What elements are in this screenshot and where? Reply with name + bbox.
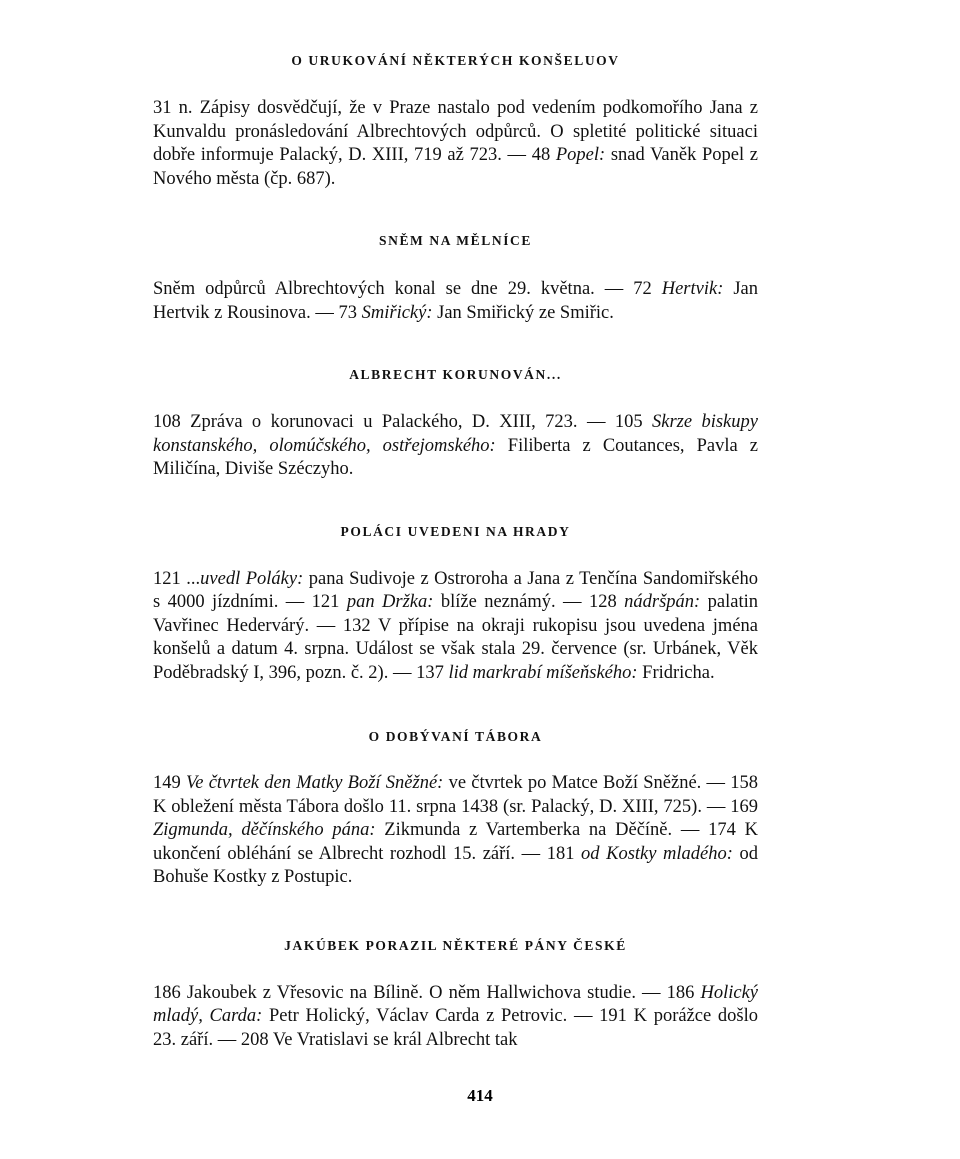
text-run: Petr Holický, Václav Carda z Petrovic. — 191 K porážce došlo 23. září. — 208 Ve Vratislavi se král Albrecht tak xyxy=(153,1006,758,1050)
italic-lemma: Ve čtvrtek den Matky Boží Sněžné: xyxy=(186,773,444,793)
text-run: 186 Jakoubek z Vřesovic na Bílině. O něm Hallwichova studie. — 186 xyxy=(153,982,701,1003)
italic-lemma: lid markrabí míšeňského: xyxy=(448,662,638,683)
section-tabor xyxy=(153,728,758,890)
page-body xyxy=(153,52,758,1052)
text-run: blíže neznámý. — 128 xyxy=(433,592,625,612)
section-text xyxy=(153,278,758,325)
italic-lemma: Skrze biskupy konstanského, olomúčského, ostřejomského: xyxy=(153,412,758,456)
text-run: snad Vaněk Popel z Nového města (čp. 687). xyxy=(153,145,758,189)
italic-lemma: Hertvik: xyxy=(661,279,724,299)
text-run: Jan Hertvik z Rousinova. — 73 xyxy=(153,279,758,323)
section-text xyxy=(153,97,758,191)
text-run: od Bohuše Kostky z Postupic. xyxy=(153,843,758,887)
page-number: 414 xyxy=(467,1086,493,1105)
text-run: palatin Vavřinec Hedervárý. — 132 V přípise na okraji rukopisu jsou uvedena jména konšelů a datum 4. srpna. Událost se však stala 29. července (sr. Urbánek, Věk Poděbradský I, 396, pozn. č. 2). — 137 xyxy=(153,592,758,683)
text-run: 149 xyxy=(153,773,186,793)
italic-lemma: Holický mladý, Carda: xyxy=(153,982,758,1026)
section-heading: ALBRECHT KORUNOVÁN... xyxy=(349,367,562,382)
section-snem xyxy=(153,232,758,325)
text-run: 108 Zpráva o korunovaci u Palackého, D. XIII, 723. — 105 xyxy=(153,412,652,432)
section-polaci xyxy=(153,523,758,686)
section-heading: POLÁCI UVEDENI NA HRADY xyxy=(340,523,571,539)
text-run: Sněm odpůrců Albrechtových konal se dne 29. května. — 72 xyxy=(153,279,662,299)
section-urukovani xyxy=(153,52,758,191)
text-run: 31 n. Zápisy dosvědčují, že v Praze nastalo pod vedením podkomořího Jana z Kunvaldu pronásledování Albrechtových odpůrců. O spletité politické situaci dobře informuje Palacký, D. XIII, 719 až 723. — 48 xyxy=(153,98,758,165)
text-run: Filiberta z Coutances, Pavla z Miličína, Diviše Széczyho. xyxy=(153,435,758,479)
section-text xyxy=(153,772,758,890)
italic-lemma: nádršpán: xyxy=(624,592,701,612)
section-korunovan xyxy=(153,366,758,482)
section-heading: O URUKOVÁNÍ NĚKTERÝCH KONŠELUOV xyxy=(291,53,620,68)
italic-lemma: Smiřický: xyxy=(361,302,433,323)
section-heading: JAKÚBEK PORAZIL NĚKTERÉ PÁNY ČESKÉ xyxy=(284,937,627,953)
italic-lemma: Popel: xyxy=(555,145,606,165)
section-heading: SNĚM NA MĚLNÍCE xyxy=(378,233,532,248)
italic-lemma: od Kostky mladého: xyxy=(581,843,733,864)
italic-lemma: Zigmunda, děčínského pána: xyxy=(153,820,376,840)
text-run: ve čtvrtek po Matce Boží Sněžné. — 158 K obležení města Tábora došlo 11. srpna 1438 (sr. Palacký, D. XIII, 725). — 169 xyxy=(153,773,758,817)
text-run: 121 ... xyxy=(153,568,201,589)
text-run: Jan Smiřický ze Smiřic. xyxy=(432,302,614,323)
section-text xyxy=(153,568,758,686)
italic-lemma: uvedl Poláky: xyxy=(200,568,304,589)
text-run: Zikmunda z Vartemberka na Děčíně. — 174 K ukončení obléhání se Albrecht rozhodl 15. září. — 181 xyxy=(153,820,758,864)
section-heading: O DOBÝVANÍ TÁBORA xyxy=(368,729,543,744)
section-text xyxy=(153,982,758,1053)
text-run: Fridricha. xyxy=(637,662,715,683)
section-text xyxy=(153,411,758,482)
italic-lemma: pan Držka: xyxy=(346,592,434,612)
text-run: pana Sudivoje z Ostroroha a Jana z Tenčína Sandomiřského s 4000 jízdními. — 121 xyxy=(153,568,758,612)
section-jakubek xyxy=(153,937,758,1053)
